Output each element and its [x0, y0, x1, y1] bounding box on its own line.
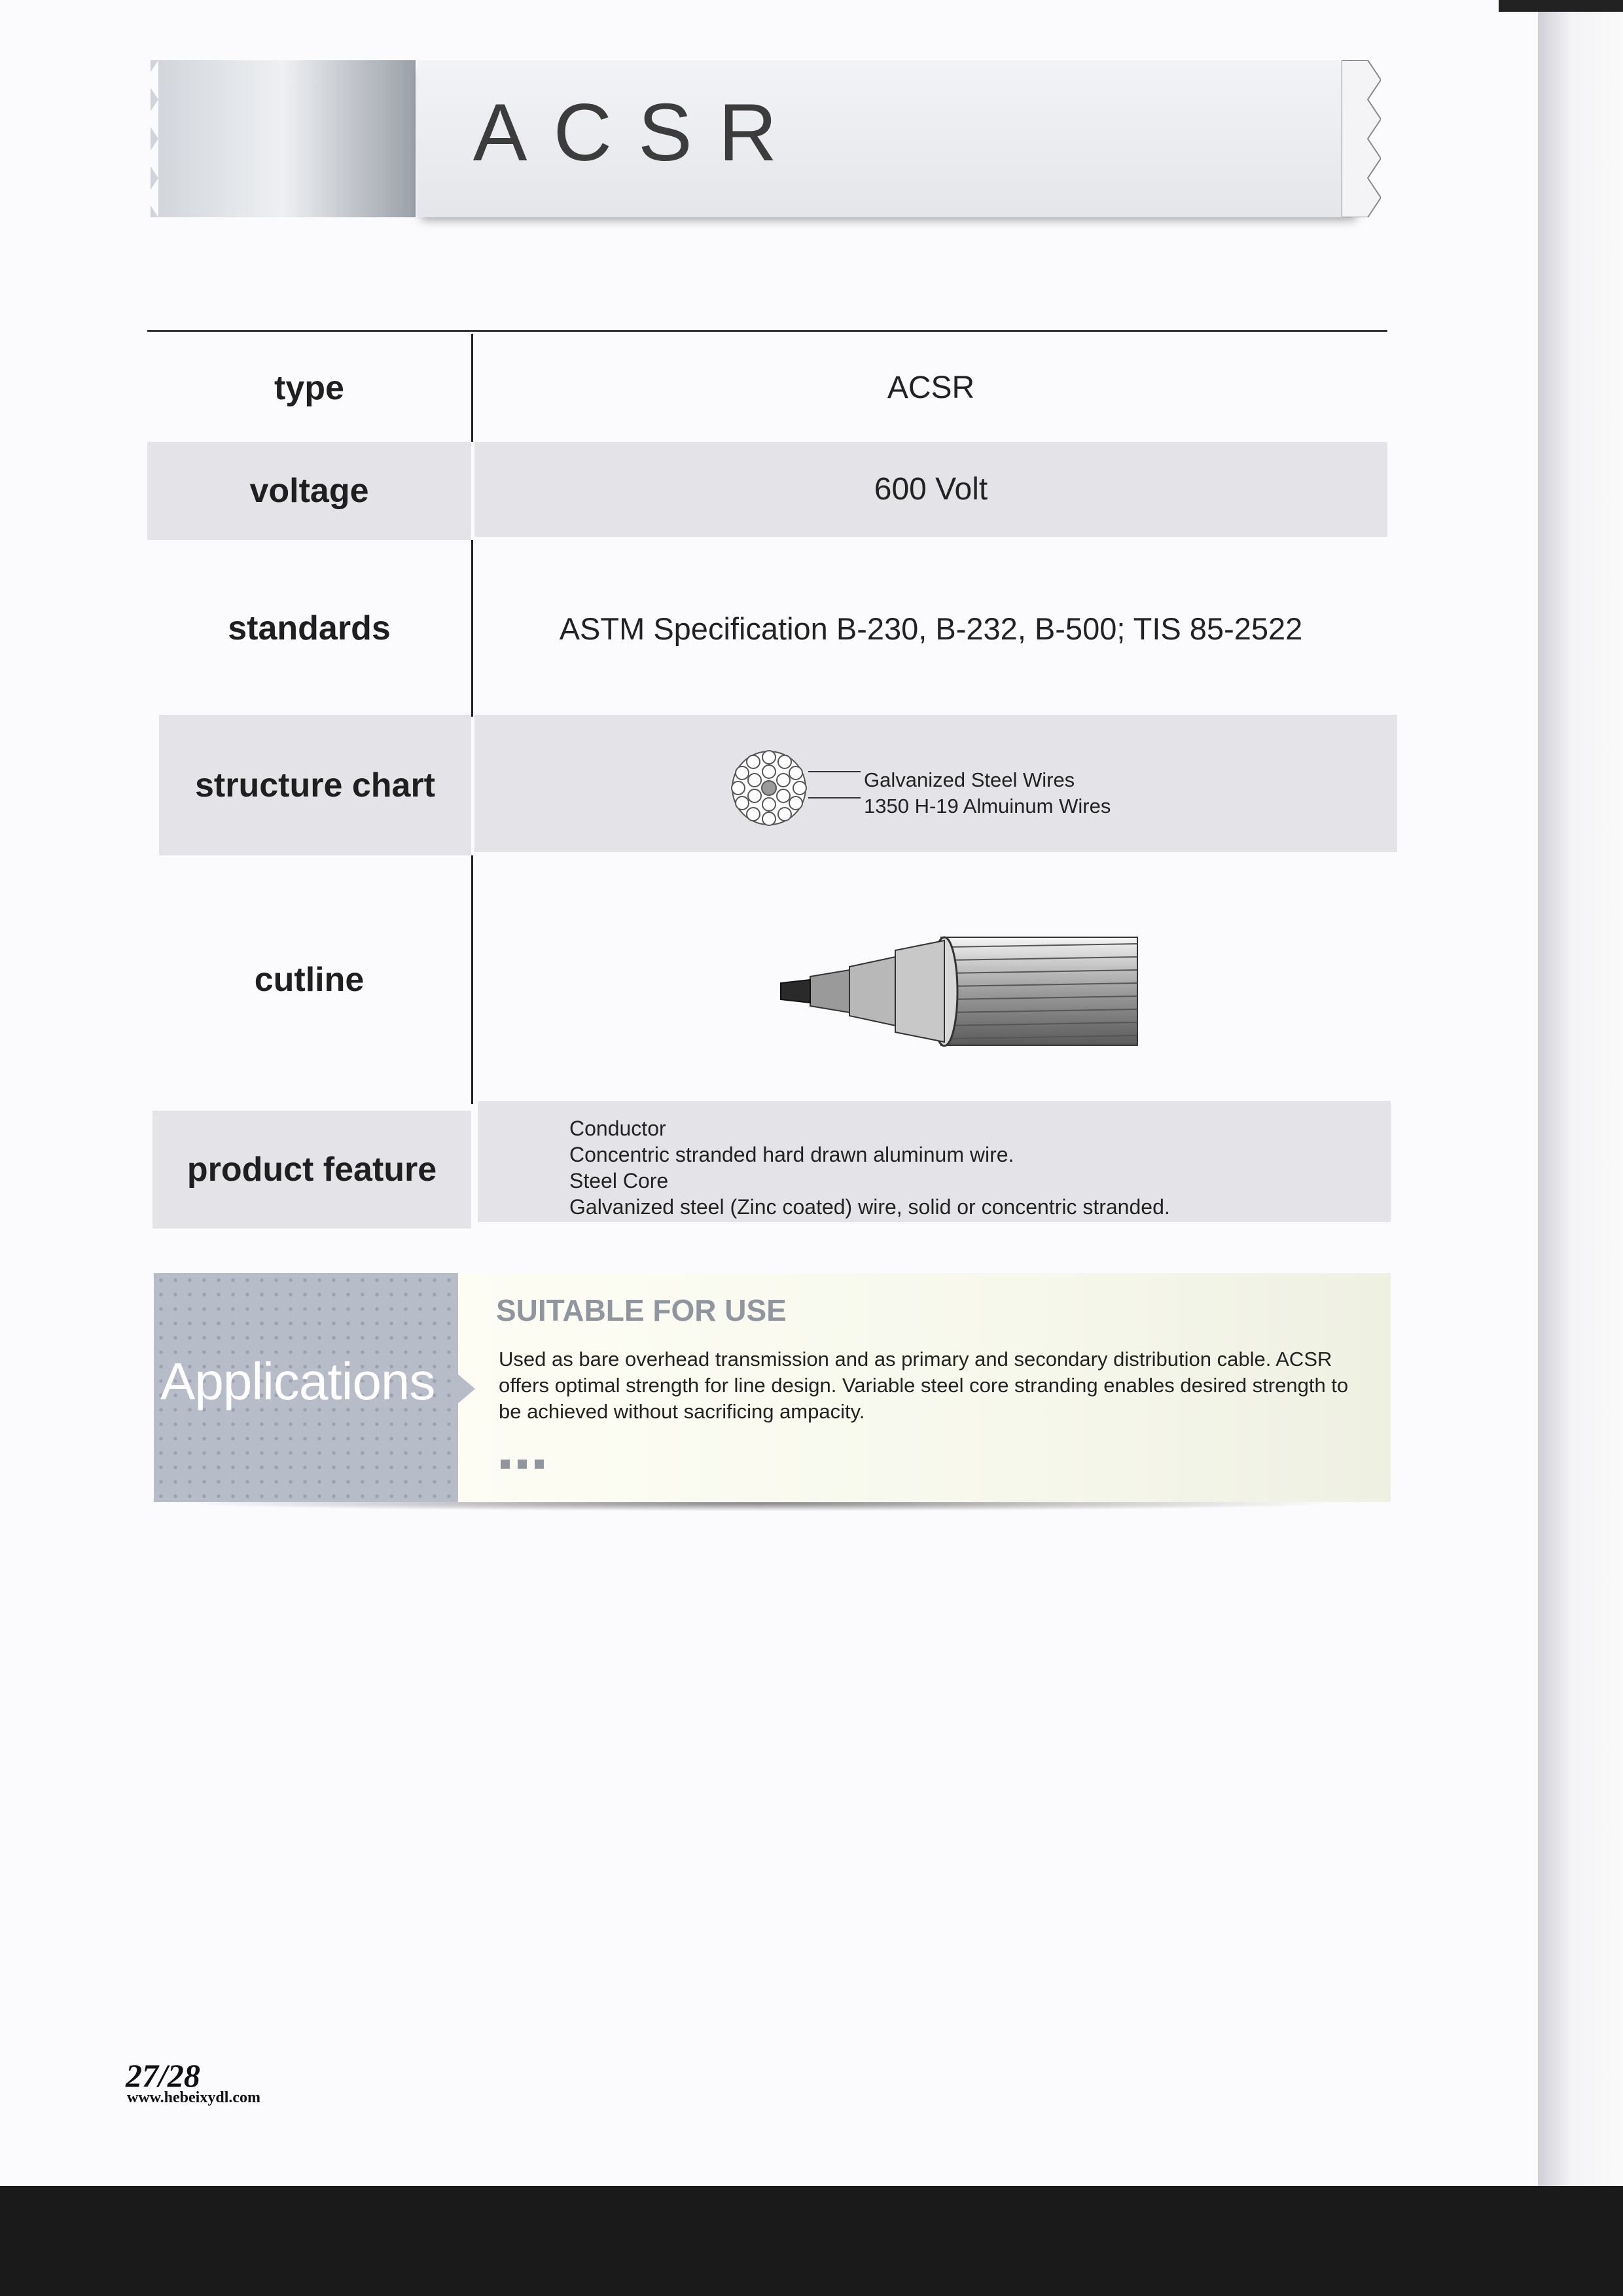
structure-legend [864, 767, 1111, 819]
scan-edge-bottom [0, 2186, 1623, 2296]
scan-edge-top [1499, 0, 1623, 12]
label-cutline: cutline [254, 961, 365, 999]
product-feature-text [569, 1115, 1170, 1220]
row-cutline [147, 855, 1387, 1104]
cable-cutaway-icon [777, 934, 1141, 1052]
website-url: www.hebeixydl.com [127, 2089, 260, 2106]
table-top-rule [147, 330, 1387, 332]
pointer-arrow-icon [458, 1374, 475, 1403]
leader-line [808, 797, 861, 798]
applications-panel [154, 1273, 1391, 1502]
applications-title: Applications [160, 1352, 435, 1410]
row-product-feature [147, 1101, 1387, 1229]
row-type [147, 334, 1387, 442]
feature-line: Concentric stranded hard drawn aluminum wire. [569, 1143, 1014, 1166]
zigzag-edge-left-icon [145, 60, 158, 217]
label-product-feature: product feature [152, 1111, 471, 1229]
ellipsis-dots-icon [501, 1460, 544, 1469]
leader-line [808, 771, 861, 772]
page-edge [1538, 0, 1623, 2186]
label-type: type [274, 368, 344, 407]
column-divider [471, 855, 473, 1104]
zigzag-edge-icon [1342, 60, 1381, 217]
value-type: ACSR [887, 370, 975, 405]
value-voltage: 600 Volt [474, 442, 1387, 537]
page-number: 27/28 [126, 2057, 200, 2094]
feature-line: Steel Core [569, 1169, 669, 1193]
legend-aluminum: 1350 H-19 Almuinum Wires [864, 795, 1111, 817]
column-divider [471, 334, 473, 442]
label-structure-chart: structure chart [159, 715, 471, 855]
column-divider [471, 540, 473, 717]
title-banner [151, 60, 1381, 217]
row-voltage [147, 442, 1387, 540]
applications-heading: SUITABLE FOR USE [496, 1293, 787, 1327]
value-standards: ASTM Specification B-230, B-232, B-500; TIS 85-2522 [559, 611, 1303, 646]
row-structure-chart [147, 715, 1387, 855]
applications-body: Used as bare overhead transmission and as primary and secondary distribution cable. ACSR offers optimal strength for line design. Variable steel core stranding enables desired strength to be achieved without sacrificing ampacity. [499, 1348, 1349, 1423]
legend-steel: Galvanized Steel Wires [864, 768, 1075, 791]
label-standards: standards [228, 609, 391, 647]
feature-line: Galvanized steel (Zinc coated) wire, solid or concentric stranded. [569, 1195, 1170, 1219]
row-standards [147, 540, 1387, 717]
cable-cross-section-icon [730, 749, 808, 827]
page-title: ACSR [473, 88, 804, 178]
label-voltage: voltage [147, 442, 471, 540]
feature-line: Conductor [569, 1117, 666, 1140]
